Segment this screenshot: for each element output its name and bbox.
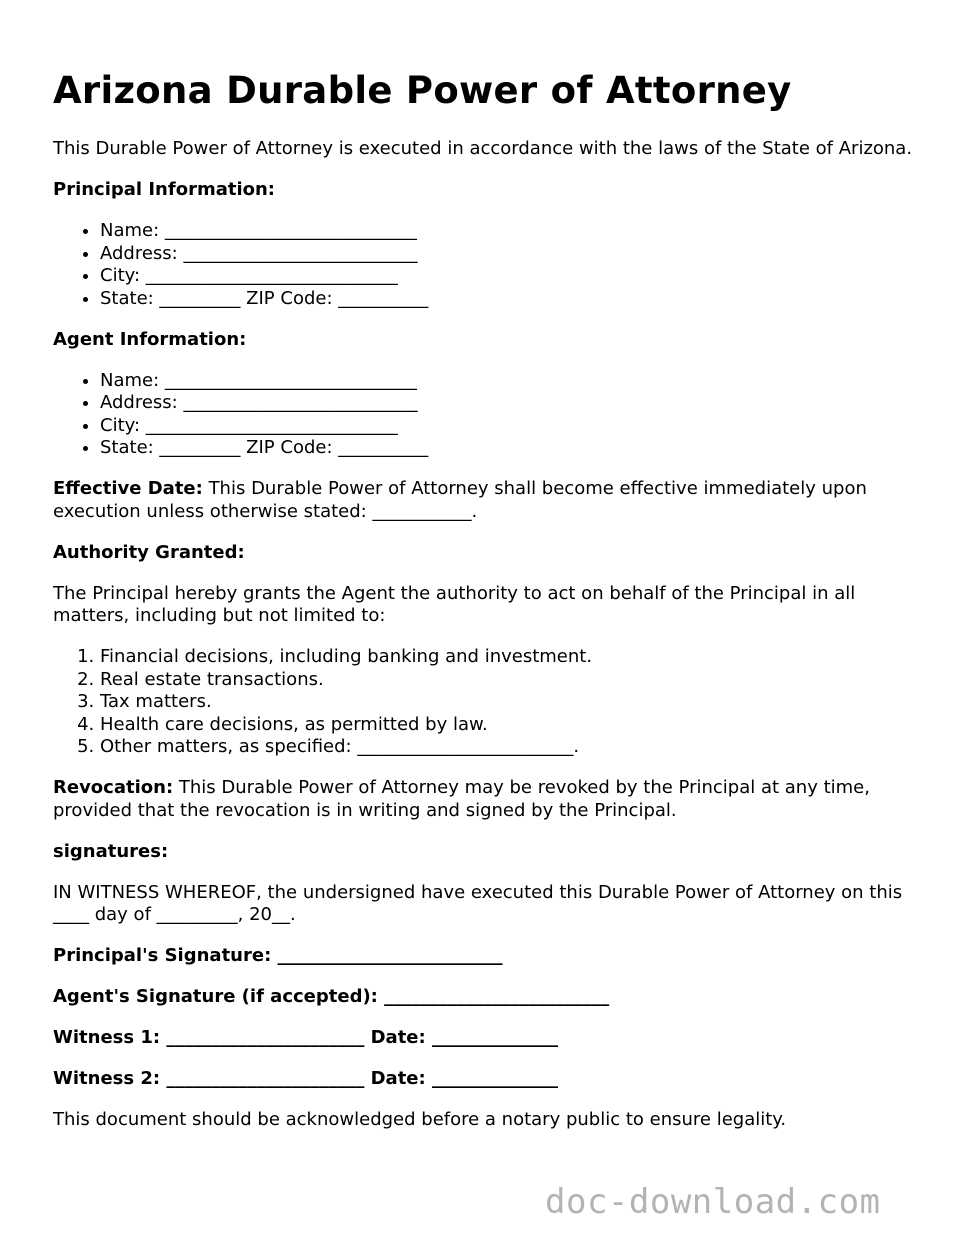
authority-item-health-care: 4. Health care decisions, as permitted by law.	[100, 714, 913, 737]
revocation-paragraph	[53, 777, 913, 822]
notary-note: This document should be acknowledged before a notary public to ensure legality.	[53, 1109, 787, 1130]
authority-intro: The Principal hereby grants the Agent the authority to act on behalf of the Principal in all matters, including but not limited to:	[53, 582, 856, 626]
authority-item-tax: 3. Tax matters.	[100, 691, 913, 714]
witness-2-line: Witness 2: ______________________ Date: ______________	[53, 1068, 558, 1089]
agent-name-field: • Name: ____________________________	[100, 370, 913, 393]
witness-whereof-paragraph: IN WITNESS WHEREOF, the undersigned have executed this Durable Power of Attorney on this ____ day of _________, 20__.	[53, 881, 903, 925]
principal-city-field: • City: ____________________________	[100, 265, 913, 288]
authority-item-financial: 1. Financial decisions, including banking and investment.	[100, 646, 913, 669]
authority-item-real-estate: 2. Real estate transactions.	[100, 669, 913, 692]
witness-1-line: Witness 1: ______________________ Date: ______________	[53, 1027, 558, 1048]
principal-name-field: • Name: ____________________________	[100, 220, 913, 243]
authority-item-other: 5. Other matters, as specified: ________________________.	[100, 736, 913, 759]
agent-address-field: • Address: __________________________	[100, 392, 913, 415]
effective-date-text: This Durable Power of Attorney shall become effective immediately upon execution unless otherwise stated: ___________.	[53, 478, 867, 522]
effective-date-paragraph	[53, 478, 913, 523]
agent-list	[53, 370, 913, 460]
revocation-label: Revocation:	[53, 777, 174, 798]
principal-signature-line: Principal's Signature: _________________________	[53, 945, 503, 966]
principal-state-zip-field: • State: _________ ZIP Code: __________	[100, 288, 913, 311]
agent-signature-line: Agent's Signature (if accepted): _________________________	[53, 986, 610, 1007]
principal-list	[53, 220, 913, 310]
document-title: Arizona Durable Power of Attorney	[53, 69, 792, 112]
watermark: doc-download.com	[545, 1182, 881, 1222]
effective-date-label: Effective Date:	[53, 478, 203, 499]
principal-heading: Principal Information:	[53, 179, 276, 200]
authority-heading: Authority Granted:	[53, 541, 245, 563]
agent-heading: Agent Information:	[53, 328, 247, 350]
principal-address-field: • Address: __________________________	[100, 243, 913, 266]
authority-list	[53, 646, 913, 759]
intro-paragraph: This Durable Power of Attorney is executed in accordance with the laws of the State of Arizona.	[53, 138, 913, 159]
document-page	[53, 66, 913, 1132]
agent-city-field: • City: ____________________________	[100, 415, 913, 438]
revocation-text: This Durable Power of Attorney may be revoked by the Principal at any time, provided that the revocation is in writing and signed by the Principal.	[53, 777, 870, 821]
signatures-heading: signatures:	[53, 840, 169, 862]
agent-state-zip-field: • State: _________ ZIP Code: __________	[100, 437, 913, 460]
